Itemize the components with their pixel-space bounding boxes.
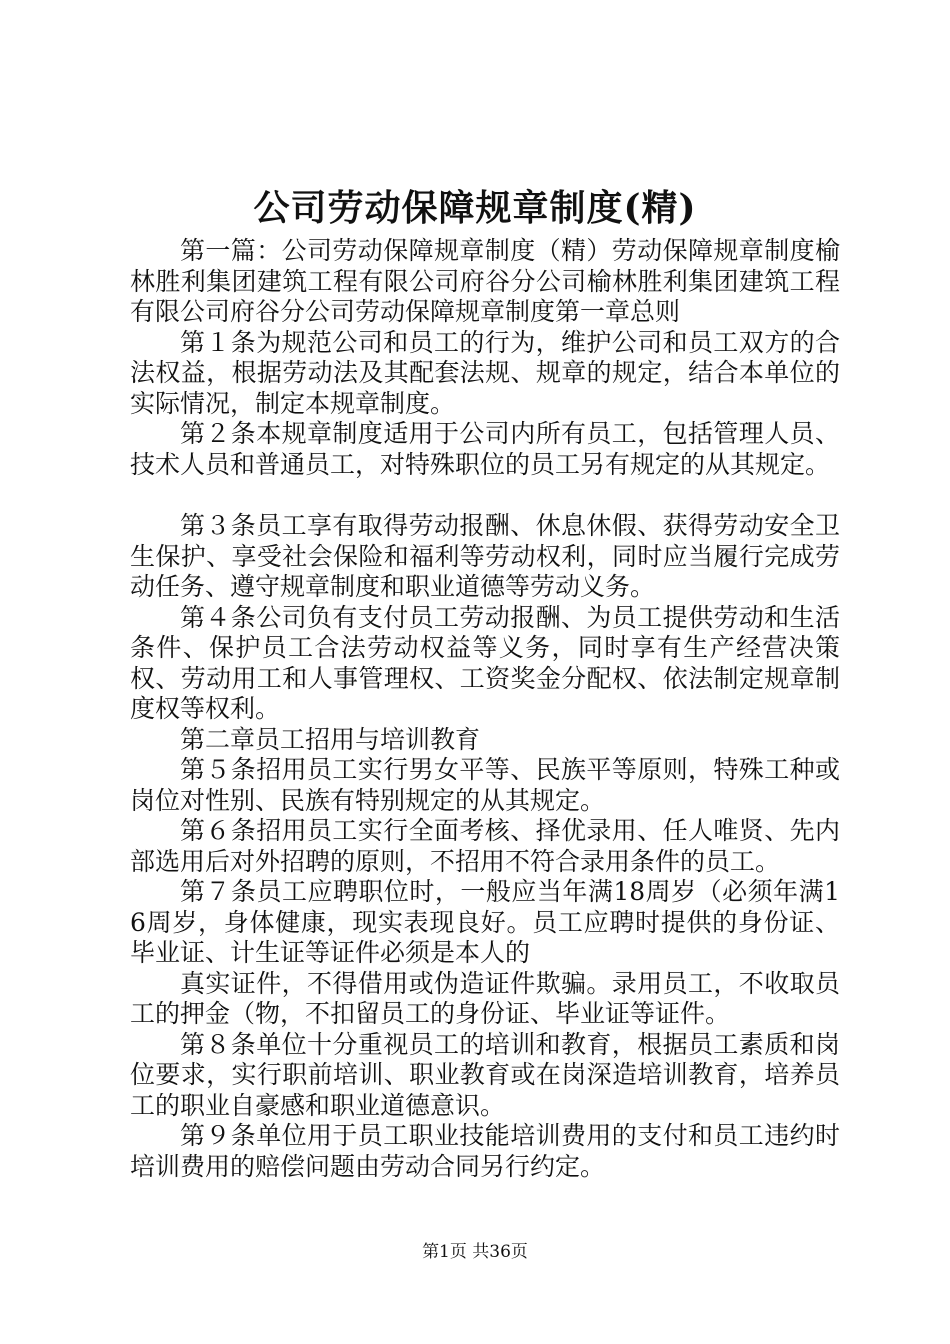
paragraph-article-9: 第９条单位用于员工职业技能培训费用的支付和员工违约时培训费用的赔偿问题由劳动合同另行约定。 <box>130 1121 840 1181</box>
paragraph-intro: 第一篇：公司劳动保障规章制度（精）劳动保障规章制度榆林胜利集团建筑工程有限公司府谷分公司榆林胜利集团建筑工程有限公司府谷分公司劳动保障规章制度第一章总则 <box>130 236 840 326</box>
paragraph-article-7-continued: 真实证件，不得借用或伪造证件欺骗。录用员工，不收取员工的押金（物，不扣留员工的身份证、毕业证等证件。 <box>130 968 840 1028</box>
paragraph-article-4: 第４条公司负有支付员工劳动报酬、为员工提供劳动和生活条件、保护员工合法劳动权益等义务，同时享有生产经营决策权、劳动用工和人事管理权、工资奖金分配权、依法制定规章制度权等权利。 <box>130 602 840 723</box>
document-title: 公司劳动保障规章制度(精) <box>253 187 697 229</box>
paragraph-article-2: 第２条本规章制度适用于公司内所有员工，包括管理人员、技术人员和普通员工，对特殊职位的员工另有规定的从其规定。 <box>130 419 840 479</box>
chapter-heading: 第二章员工招用与培训教育 <box>180 724 481 754</box>
paragraph-article-1: 第１条为规范公司和员工的行为，维护公司和员工双方的合法权益，根据劳动法及其配套法规、规章的规定，结合本单位的实际情况，制定本规章制度。 <box>130 327 840 418</box>
paragraph-article-8: 第８条单位十分重视员工的培训和教育，根据员工素质和岗位要求，实行职前培训、职业教育或在岗深造培训教育，培养员工的职业自豪感和职业道德意识。 <box>130 1029 840 1120</box>
paragraph-article-7: 第７条员工应聘职位时，一般应当年满18周岁（必须年满16周岁，身体健康，现实表现良好。员工应聘时提供的身份证、毕业证、计生证等证件必须是本人的 <box>130 877 840 967</box>
paragraph-article-6: 第６条招用员工实行全面考核、择优录用、任人唯贤、先内部选用后对外招聘的原则，不招用不符合录用条件的员工。 <box>130 816 840 876</box>
paragraph-article-5: 第５条招用员工实行男女平等、民族平等原则，特殊工种或岗位对性别、民族有特别规定的从其规定。 <box>130 755 840 815</box>
paragraph-article-3: 第３条员工享有取得劳动报酬、休息休假、获得劳动安全卫生保护、享受社会保险和福利等劳动权利，同时应当履行完成劳动任务、遵守规章制度和职业道德等劳动义务。 <box>130 511 840 601</box>
document-body <box>130 236 840 1182</box>
page-number-footer: 第1页 共36页 <box>422 1242 528 1262</box>
